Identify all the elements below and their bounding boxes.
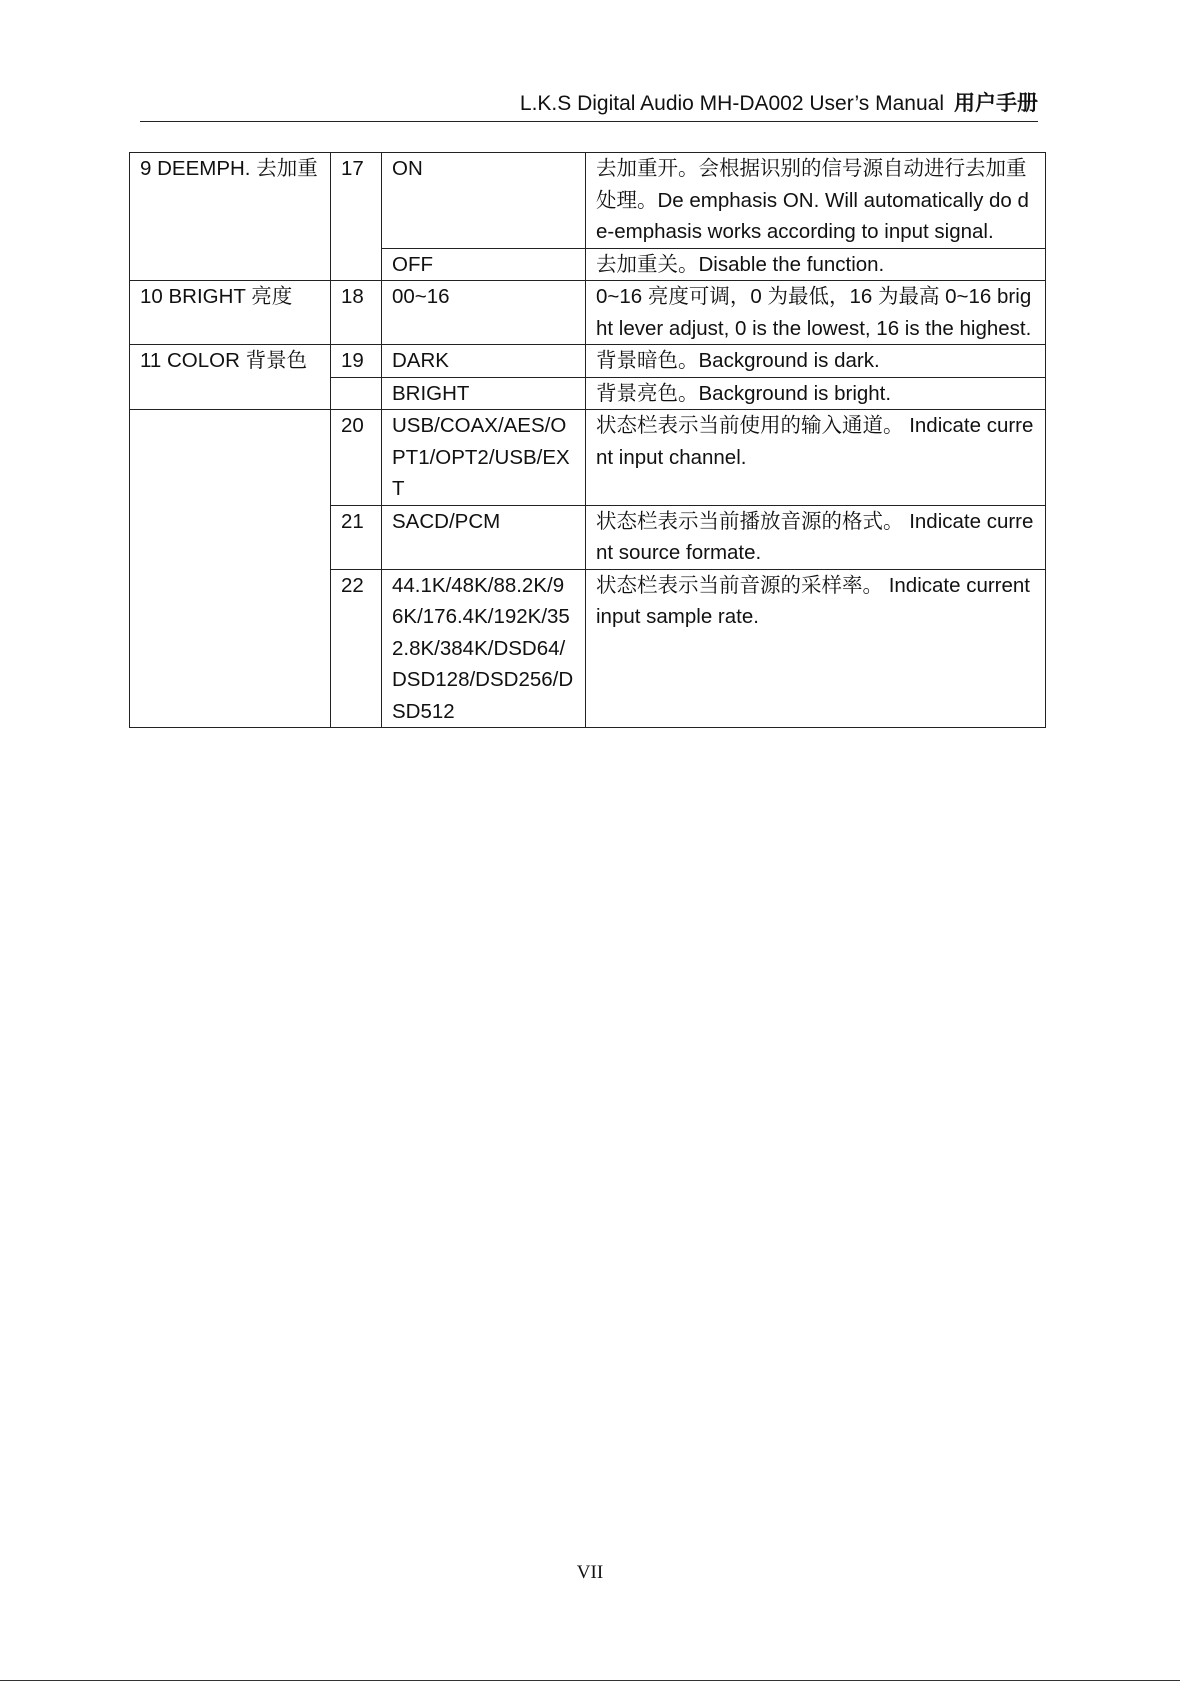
table-row [130, 345, 1046, 378]
header-title: L.K.S Digital Audio MH-DA002 User’s Manual [519, 92, 944, 115]
feature-cell: 10 BRIGHT 亮度 [130, 281, 331, 345]
description-cell: 状态栏表示当前使用的输入通道。 Indicate current input channel. [586, 410, 1046, 506]
feature-cell: 9 DEEMPH. 去加重 [130, 153, 331, 281]
description-cell: 状态栏表示当前音源的采样率。 Indicate current input sample rate. [586, 569, 1046, 728]
option-cell: DARK [382, 345, 586, 378]
description-cell: 背景暗色。Background is dark. [586, 345, 1046, 378]
option-cell: ON [382, 153, 586, 249]
number-cell: 22 [331, 569, 382, 728]
number-cell: 19 [331, 345, 382, 378]
description-cell: 0~16 亮度可调，0 为最低，16 为最高 0~16 bright lever adjust, 0 is the lowest, 16 is the highest. [586, 281, 1046, 345]
number-cell: 21 [331, 505, 382, 569]
settings-table [129, 152, 1046, 728]
feature-cell [130, 410, 331, 728]
description-cell: 去加重开。会根据识别的信号源自动进行去加重处理。De emphasis ON. Will automatically do de-emphasis works according to input signal. [586, 153, 1046, 249]
option-cell: USB/COAX/AES/OPT1/OPT2/USB/EXT [382, 410, 586, 506]
page-number: VII [576, 1562, 604, 1583]
number-cell: 18 [331, 281, 382, 345]
number-cell: 17 [331, 153, 382, 281]
page-header [140, 86, 1038, 122]
description-cell: 状态栏表示当前播放音源的格式。 Indicate current source formate. [586, 505, 1046, 569]
header-title-zh: 用户手册 [954, 90, 1038, 115]
feature-cell: 11 COLOR 背景色 [130, 345, 331, 410]
option-cell: SACD/PCM [382, 505, 586, 569]
option-cell: 00~16 [382, 281, 586, 345]
description-cell: 背景亮色。Background is bright. [586, 377, 1046, 410]
table-row [130, 410, 1046, 506]
number-cell: 20 [331, 410, 382, 506]
table-row [130, 281, 1046, 345]
description-cell: 去加重关。Disable the function. [586, 248, 1046, 281]
option-cell: 44.1K/48K/88.2K/96K/176.4K/192K/352.8K/384K/DSD64/DSD128/DSD256/DSD512 [382, 569, 586, 728]
number-cell [331, 377, 382, 410]
bottom-divider [0, 1680, 1180, 1681]
option-cell: BRIGHT [382, 377, 586, 410]
option-cell: OFF [382, 248, 586, 281]
table-row [130, 153, 1046, 249]
